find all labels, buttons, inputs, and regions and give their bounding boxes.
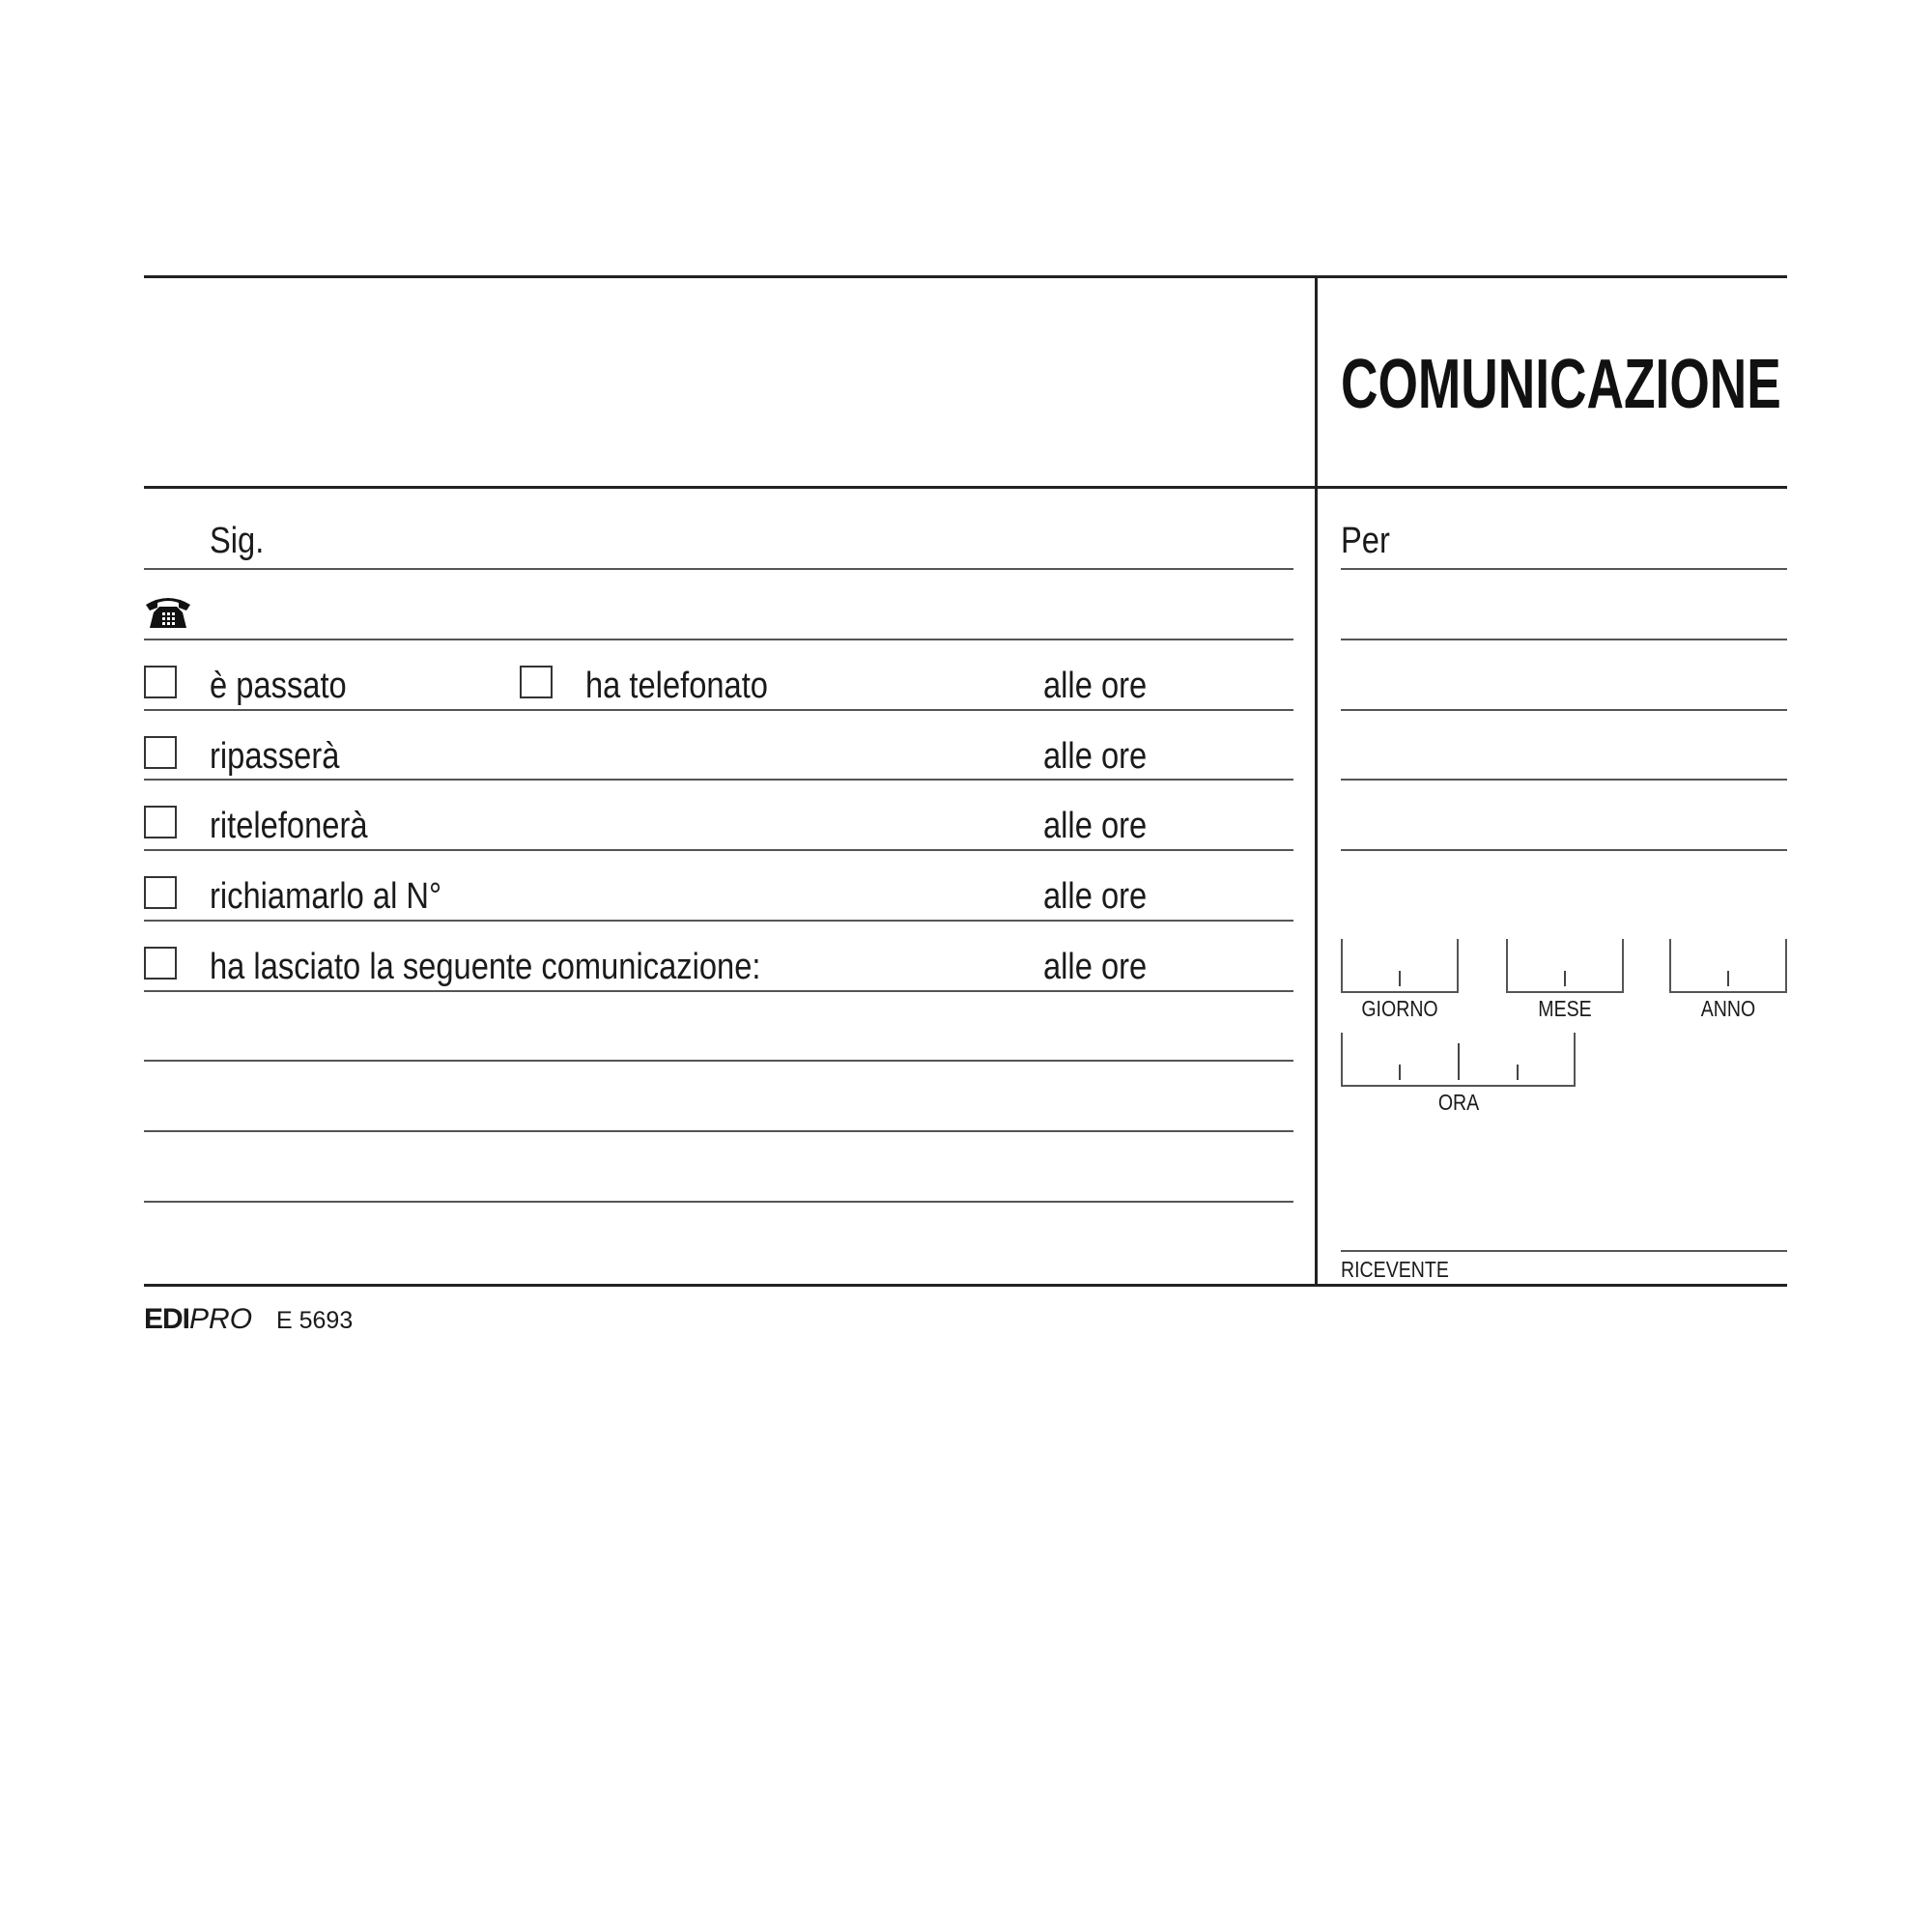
checkbox-left-message[interactable] bbox=[144, 947, 177, 980]
per-line[interactable] bbox=[1341, 849, 1787, 851]
day-label: GIORNO bbox=[1361, 996, 1438, 1021]
time-label: alle ore bbox=[1043, 947, 1148, 987]
sig-input-line[interactable] bbox=[144, 568, 1293, 570]
top-border bbox=[144, 275, 1787, 278]
phone-input-line[interactable] bbox=[144, 639, 1293, 640]
left-message-label: ha lasciato la seguente comunicazione: bbox=[210, 947, 761, 987]
time-label: alle ore bbox=[1043, 876, 1148, 917]
time-label: alle ore bbox=[1043, 666, 1148, 706]
edipro-logo bbox=[144, 1305, 252, 1334]
hour-minute-separator bbox=[1458, 1043, 1460, 1080]
column-divider bbox=[1315, 276, 1318, 1286]
time-label: alle ore bbox=[1043, 806, 1148, 846]
digit-separator bbox=[1517, 1065, 1519, 1080]
row-line[interactable] bbox=[144, 779, 1293, 781]
sig-label: Sig. bbox=[210, 521, 265, 561]
message-line[interactable] bbox=[144, 1130, 1293, 1132]
receiver-line[interactable] bbox=[1341, 1250, 1787, 1252]
header-border bbox=[144, 486, 1787, 489]
year-label: ANNO bbox=[1700, 996, 1756, 1021]
hour-label: ORA bbox=[1437, 1090, 1480, 1115]
per-input-line[interactable] bbox=[1341, 568, 1787, 570]
will-call-back-label: ritelefonerà bbox=[210, 806, 368, 846]
time-label: alle ore bbox=[1043, 736, 1148, 777]
bottom-border bbox=[144, 1284, 1787, 1287]
checkbox-passed[interactable] bbox=[144, 666, 177, 698]
row-line[interactable] bbox=[144, 709, 1293, 711]
message-line[interactable] bbox=[144, 1201, 1293, 1203]
logo-bold: EDI bbox=[144, 1303, 190, 1335]
row-line[interactable] bbox=[144, 920, 1293, 922]
checkbox-call-back-number[interactable] bbox=[144, 876, 177, 909]
row-line[interactable] bbox=[144, 849, 1293, 851]
digit-separator bbox=[1399, 1065, 1401, 1080]
digit-separator bbox=[1564, 971, 1566, 986]
per-line[interactable] bbox=[1341, 779, 1787, 781]
message-line[interactable] bbox=[144, 1060, 1293, 1062]
form-code: E 5693 bbox=[276, 1307, 354, 1334]
per-line[interactable] bbox=[1341, 639, 1787, 640]
will-return-label: ripasserà bbox=[210, 736, 340, 777]
per-label: Per bbox=[1341, 521, 1390, 561]
checkbox-will-call-back[interactable] bbox=[144, 806, 177, 838]
checkbox-called[interactable] bbox=[520, 666, 553, 698]
form-title: COMUNICAZIONE bbox=[1341, 346, 1781, 423]
row-line[interactable] bbox=[144, 990, 1293, 992]
checkbox-will-return[interactable] bbox=[144, 736, 177, 769]
logo-italic: PRO bbox=[189, 1303, 253, 1335]
digit-separator bbox=[1727, 971, 1729, 986]
called-label: ha telefonato bbox=[585, 666, 768, 706]
receiver-label: RICEVENTE bbox=[1341, 1257, 1449, 1282]
month-label: MESE bbox=[1538, 996, 1592, 1021]
digit-separator bbox=[1399, 971, 1401, 986]
passed-label: è passato bbox=[210, 666, 347, 706]
telephone-icon bbox=[144, 591, 192, 637]
call-back-number-label: richiamarlo al N° bbox=[210, 876, 442, 917]
per-line[interactable] bbox=[1341, 709, 1787, 711]
